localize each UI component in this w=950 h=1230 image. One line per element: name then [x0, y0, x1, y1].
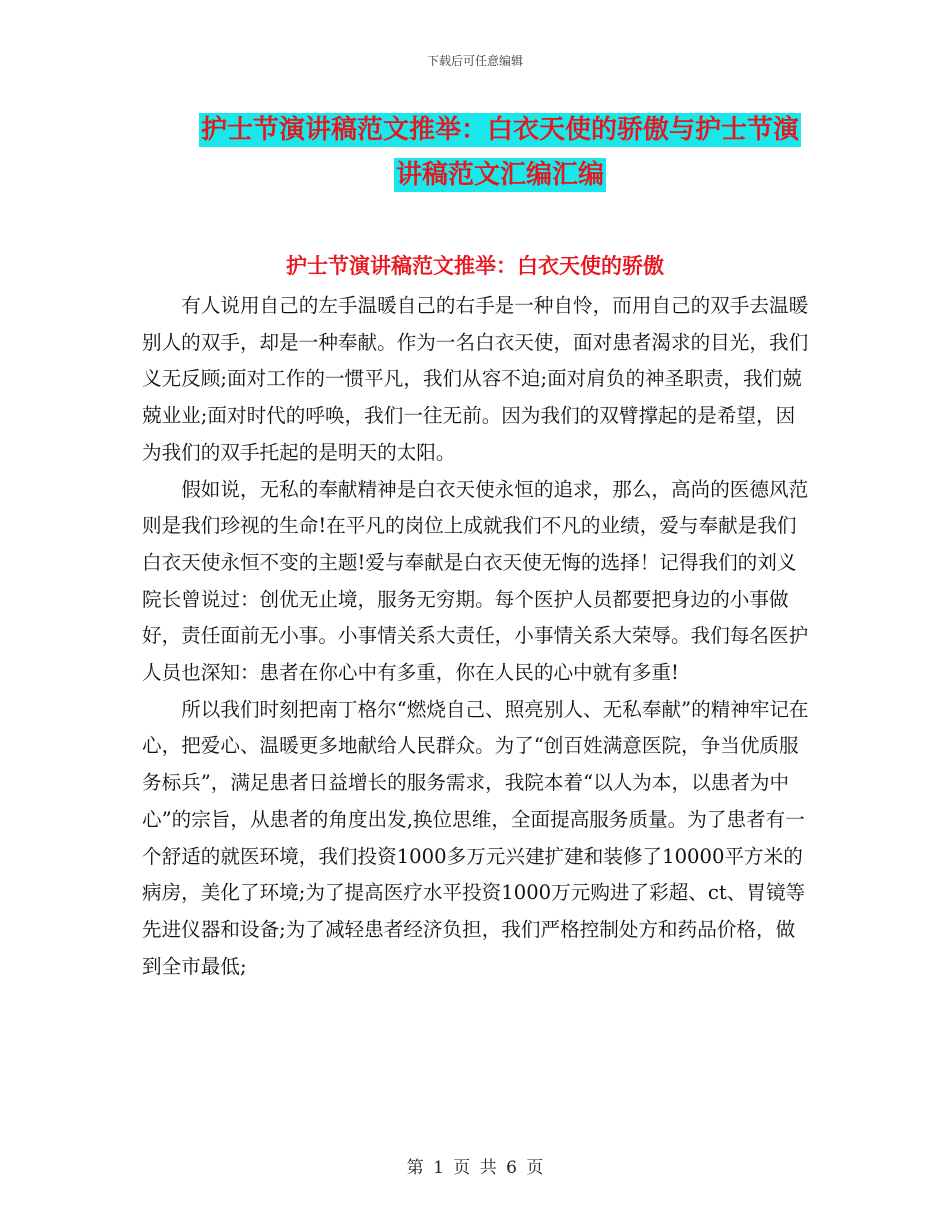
section-heading: 护士节演讲稿范文推举：白衣天使的骄傲 — [286, 253, 664, 278]
page-header-note: 下载后可任意编辑 — [426, 54, 523, 68]
body-text — [142, 288, 810, 985]
paragraph-2: 假如说，无私的奉献精神是白衣天使永恒的追求，那么，高尚的医德风范则是我们珍视的生命!在平凡的岗位上成就我们不凡的业绩，爱与奉献是我们白衣天使永恒不变的主题!爱与奉献是白衣天使无悔的选择！记得我们的刘义院长曾说过：创优无止境，服务无穷期。每个医护人员都要把身边的小事做好，责任面前无小事。小事情关系大责任，小事情关系大荣辱。我们每名医护人员也深知：患者在你心中有多重，你在人民的心中就有多重! — [142, 477, 809, 685]
page-footer-number: 第 1 页 共 6 页 — [406, 1158, 544, 1178]
paragraph-1: 有人说用自己的左手温暖自己的右手是一种自怜，而用自己的双手去温暖别人的双手，却是一种奉献。作为一名白衣天使，面对患者渴求的目光，我们义无反顾;面对工作的一惯平凡，我们从容不迫;面对肩负的神圣职责，我们兢兢业业;面对时代的呼唤，我们一往无前。因为我们的双臂撑起的是希望，因为我们的双手托起的是明天的太阳。 — [142, 294, 809, 464]
paragraph-3: 所以我们时刻把南丁格尔“燃烧自己、照亮别人、无私奉献”的精神牢记在心，把爱心、温暖更多地献给人民群众。为了“创百姓满意医院，争当优质服务标兵”，满足患者日益增长的服务需求，我院本着“以人为本，以患者为中心”的宗旨，从患者的角度出发,换位思维，全面提高服务质量。为了患者有一个舒适的就医环境，我们投资1000多万元兴建扩建和装修了10000平方米的病房，美化了环境;为了提高医疗水平投资1000万元购进了彩超、ct、胃镜等先进仪器和设备;为了减轻患者经济负担，我们严格控制处方和药品价格，做到全市最低; — [142, 697, 809, 978]
document-title — [150, 108, 850, 198]
document-title-line-1: 护士节演讲稿范文推举：白衣天使的骄傲与护士节演 — [200, 115, 799, 145]
document-title-line-2: 讲稿范文汇编汇编 — [395, 160, 604, 190]
